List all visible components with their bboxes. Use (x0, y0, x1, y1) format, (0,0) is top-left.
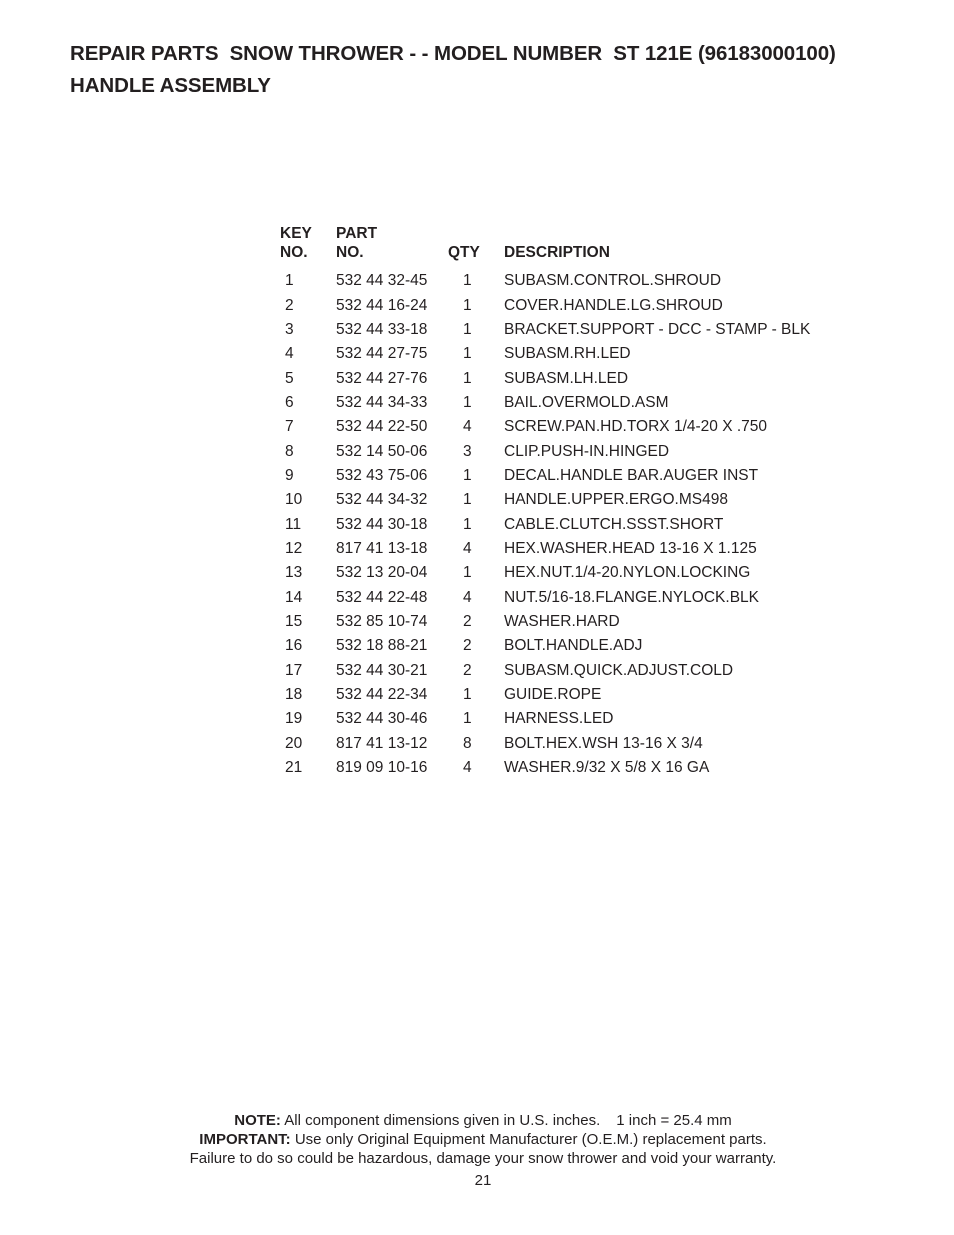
key-cell: 19 (285, 710, 303, 728)
table-row (280, 366, 810, 390)
qty-cell: 1 (463, 272, 472, 290)
qty-cell: 4 (463, 759, 472, 777)
qty-cell: 1 (463, 710, 472, 728)
important-text: Use only Original Equipment Manufacturer (O.E.M.) replacement parts. (294, 1131, 767, 1148)
qty-cell: 1 (463, 345, 472, 363)
key-cell: 5 (285, 369, 294, 387)
part-number-cell: 532 44 30-21 (336, 661, 428, 679)
note-line (0, 1111, 954, 1130)
part-number-cell: 532 14 50-06 (336, 442, 428, 460)
part-number-cell: 532 44 16-24 (336, 296, 428, 314)
part-number-cell: 532 44 27-76 (336, 369, 428, 387)
table-row (280, 488, 810, 512)
table-row (280, 707, 810, 731)
description-cell: HARNESS.LED (504, 710, 614, 728)
description-cell: WASHER.HARD (504, 612, 620, 630)
key-cell: 21 (285, 759, 303, 777)
key-cell: 16 (285, 637, 303, 655)
part-number-cell: 817 41 13-18 (336, 539, 428, 557)
part-number-cell: 532 44 32-45 (336, 272, 428, 290)
key-cell: 7 (285, 418, 294, 436)
table-row (280, 391, 810, 415)
table-row (280, 342, 810, 366)
description-cell: SCREW.PAN.HD.TORX 1/4-20 X .750 (504, 418, 768, 436)
key-cell: 17 (285, 661, 303, 679)
qty-cell: 4 (463, 418, 472, 436)
qty-cell: 1 (463, 296, 472, 314)
title-line-2: HANDLE ASSEMBLY (70, 74, 271, 97)
part-number-cell: 532 44 30-18 (336, 515, 428, 533)
key-cell: 3 (285, 320, 294, 338)
important-line (0, 1130, 954, 1149)
description-cell: GUIDE.ROPE (504, 686, 602, 704)
header-key-no: KEY NO. (280, 225, 312, 261)
footer-notes (0, 1111, 954, 1168)
qty-cell: 1 (463, 491, 472, 509)
header-description: DESCRIPTION (504, 244, 610, 261)
table-row (280, 537, 810, 561)
qty-cell: 4 (463, 588, 472, 606)
qty-cell: 1 (463, 515, 472, 533)
part-number-cell: 532 44 34-33 (336, 393, 428, 411)
key-cell: 13 (285, 564, 303, 582)
key-cell: 2 (285, 296, 294, 314)
key-cell: 1 (285, 272, 294, 290)
table-row (280, 464, 810, 488)
conversion-text: 1 inch = 25.4 mm (616, 1112, 732, 1129)
note-label: NOTE: (234, 1112, 281, 1129)
parts-table-body (280, 263, 810, 780)
table-row (280, 512, 810, 536)
qty-cell: 4 (463, 539, 472, 557)
table-row (280, 585, 810, 609)
table-row (280, 561, 810, 585)
description-cell: COVER.HANDLE.LG.SHROUD (504, 296, 723, 314)
key-cell: 12 (285, 539, 303, 557)
description-cell: SUBASM.QUICK.ADJUST.COLD (504, 661, 734, 679)
description-cell: HEX.WASHER.HEAD 13-16 X 1.125 (504, 539, 757, 557)
table-header-row (280, 222, 810, 263)
note-text: All component dimensions given in U.S. inches. (284, 1112, 601, 1129)
title-line-1: REPAIR PARTS SNOW THROWER - - MODEL NUMBER ST 121E (96183000100) (70, 42, 836, 65)
qty-cell: 2 (463, 661, 472, 679)
part-number-cell: 532 43 75-06 (336, 466, 428, 484)
description-cell: DECAL.HANDLE BAR.AUGER INST (504, 466, 759, 484)
qty-cell: 1 (463, 320, 472, 338)
parts-table (280, 222, 810, 780)
description-cell: CLIP.PUSH-IN.HINGED (504, 442, 670, 460)
page-number: 21 (474, 1172, 492, 1189)
part-number-cell: 532 44 30-46 (336, 710, 428, 728)
table-row (280, 263, 810, 293)
qty-cell: 1 (463, 564, 472, 582)
part-number-cell: 532 44 34-32 (336, 491, 428, 509)
description-cell: HANDLE.UPPER.ERGO.MS498 (504, 491, 728, 509)
qty-cell: 8 (463, 734, 472, 752)
description-cell: NUT.5/16-18.FLANGE.NYLOCK.BLK (504, 588, 759, 606)
part-number-cell: 532 18 88-21 (336, 637, 428, 655)
part-number-cell: 532 44 33-18 (336, 320, 428, 338)
table-row (280, 634, 810, 658)
description-cell: CABLE.CLUTCH.SSST.SHORT (504, 515, 724, 533)
description-cell: BAIL.OVERMOLD.ASM (504, 393, 669, 411)
qty-cell: 3 (463, 442, 472, 460)
qty-cell: 1 (463, 369, 472, 387)
key-cell: 4 (285, 345, 294, 363)
table-row (280, 318, 810, 342)
table-row (280, 610, 810, 634)
part-number-cell: 532 44 27-75 (336, 345, 428, 363)
key-cell: 15 (285, 612, 303, 630)
qty-cell: 1 (463, 686, 472, 704)
qty-cell: 1 (463, 393, 472, 411)
description-cell: WASHER.9/32 X 5/8 X 16 GA (504, 759, 710, 777)
key-cell: 11 (285, 515, 302, 533)
part-number-cell: 532 44 22-50 (336, 418, 428, 436)
table-row (280, 756, 810, 780)
table-row (280, 415, 810, 439)
part-number-cell: 532 44 22-34 (336, 686, 428, 704)
description-cell: BOLT.HANDLE.ADJ (504, 637, 643, 655)
key-cell: 20 (285, 734, 303, 752)
description-cell: SUBASM.CONTROL.SHROUD (504, 272, 722, 290)
part-number-cell: 532 13 20-04 (336, 564, 428, 582)
page-title (70, 38, 836, 102)
description-cell: HEX.NUT.1/4-20.NYLON.LOCKING (504, 564, 751, 582)
qty-cell: 2 (463, 612, 472, 630)
key-cell: 10 (285, 491, 303, 509)
key-cell: 9 (285, 466, 294, 484)
table-row (280, 293, 810, 317)
description-cell: SUBASM.LH.LED (504, 369, 629, 387)
part-number-cell: 532 85 10-74 (336, 612, 428, 630)
qty-cell: 2 (463, 637, 472, 655)
table-row (280, 659, 810, 683)
table-row (280, 732, 810, 756)
key-cell: 8 (285, 442, 294, 460)
warning-line: Failure to do so could be hazardous, damage your snow thrower and void your warranty. (189, 1150, 777, 1167)
important-label: IMPORTANT: (199, 1131, 291, 1148)
part-number-cell: 532 44 22-48 (336, 588, 428, 606)
table-row (280, 683, 810, 707)
qty-cell: 1 (463, 466, 472, 484)
key-cell: 6 (285, 393, 294, 411)
part-number-cell: 817 41 13-12 (336, 734, 428, 752)
key-cell: 14 (285, 588, 303, 606)
part-number-cell: 819 09 10-16 (336, 759, 428, 777)
header-qty: QTY (448, 244, 480, 261)
description-cell: BRACKET.SUPPORT - DCC - STAMP - BLK (504, 320, 811, 338)
description-cell: BOLT.HEX.WSH 13-16 X 3/4 (504, 734, 703, 752)
key-cell: 18 (285, 686, 303, 704)
header-part-no: PART NO. (336, 225, 378, 261)
table-row (280, 439, 810, 463)
description-cell: SUBASM.RH.LED (504, 345, 631, 363)
